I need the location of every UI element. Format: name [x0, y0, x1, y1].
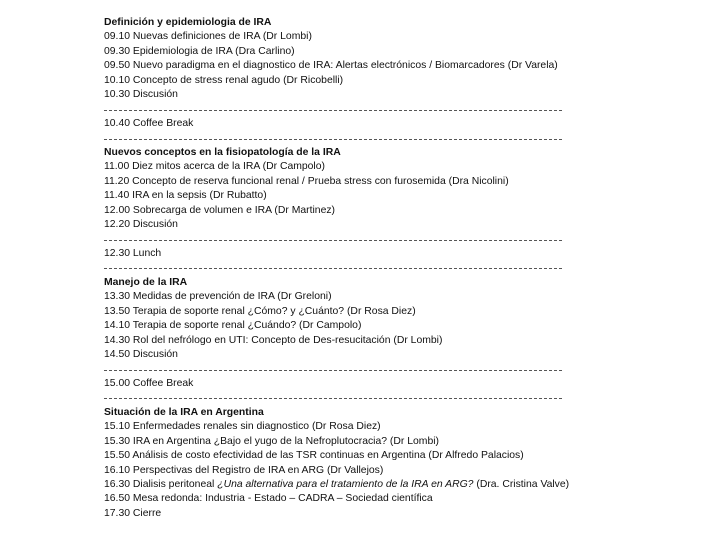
schedule-item: 12.00 Sobrecarga de volumen e IRA (Dr Martinez) [104, 204, 336, 216]
item-italic-question: ¿Una alternativa para el tratamiento de la IRA en ARG? [217, 479, 474, 490]
schedule-item-peritoneal [104, 478, 694, 492]
break-item: 12.30 Lunch [104, 248, 162, 259]
schedule-item: 16.50 Mesa redonda: Industria - Estado – CADRA – Sociedad científica [104, 493, 433, 505]
schedule-item: 10.10 Concepto de stress renal agudo (Dr Ricobelli) [104, 74, 344, 86]
dashed-divider [104, 103, 694, 117]
schedule-item: 11.20 Concepto de reserva funcional renal / Prueba stress con furosemida (Dra Nicolini) [104, 175, 509, 187]
section-heading: Nuevos conceptos en la fisiopatología de la IRA [104, 146, 341, 158]
dashed-divider [104, 391, 694, 405]
break-item: 10.40 Coffee Break [104, 118, 194, 130]
dashed-divider [104, 363, 694, 377]
break-item: 15.00 Coffee Break [104, 377, 194, 389]
schedule-item: 16.10 Perspectivas del Registro de IRA en ARG (Dr Vallejos) [104, 464, 384, 476]
schedule-item: 11.00 Diez mitos acerca de la IRA (Dr Campolo) [104, 161, 325, 173]
section-heading: Manejo de la IRA [104, 276, 188, 288]
item-suffix: (Dra. Cristina Valve) [473, 479, 570, 490]
schedule-item: 13.50 Terapia de soporte renal ¿Cómo? y ¿Cuánto? (Dr Rosa Diez) [104, 305, 416, 317]
schedule-item: 11.40 IRA en la sepsis (Dr Rubatto) [104, 190, 267, 202]
schedule-item: 15.50 Análisis de costo efectividad de las TSR continuas en Argentina (Dr Alfredo Palacios) [104, 450, 524, 462]
dashed-divider [104, 233, 694, 247]
schedule-item: 09.10 Nuevas definiciones de IRA (Dr Lombi) [104, 31, 312, 43]
section-heading: Definición y epidemiologia de IRA [104, 17, 272, 28]
schedule-item: 14.10 Terapia de soporte renal ¿Cuándo? (Dr Campolo) [104, 320, 362, 332]
section-heading: Situación de la IRA en Argentina [104, 406, 264, 418]
schedule-item: 17.30 Cierre [104, 507, 162, 519]
schedule-item: 12.20 Discusión [104, 219, 178, 231]
schedule-item: 09.30 Epidemiologia de IRA (Dra Carlino) [104, 45, 295, 57]
item-prefix: 16.30 Dialisis peritoneal [104, 479, 218, 490]
schedule-item: 09.50 Nuevo paradigma en el diagnostico de IRA: Alertas electrónicos / Biomarcadores (Dr Varela) [104, 60, 558, 72]
schedule-item: 10.30 Discusión [104, 89, 178, 101]
schedule-item: 13.30 Medidas de prevención de IRA (Dr Greloni) [104, 291, 332, 303]
schedule-item: 14.50 Discusión [104, 349, 178, 361]
schedule-item: 15.10 Enfermedades renales sin diagnostico (Dr Rosa Diez) [104, 421, 381, 433]
program-schedule [104, 16, 694, 521]
dashed-divider [104, 261, 694, 275]
schedule-item: 15.30 IRA en Argentina ¿Bajo el yugo de la Nefroplutocracia? (Dr Lombi) [104, 435, 439, 447]
dashed-divider [104, 132, 694, 146]
schedule-item: 14.30 Rol del nefrólogo en UTI: Concepto de Des-resucitación (Dr Lombi) [104, 334, 443, 346]
